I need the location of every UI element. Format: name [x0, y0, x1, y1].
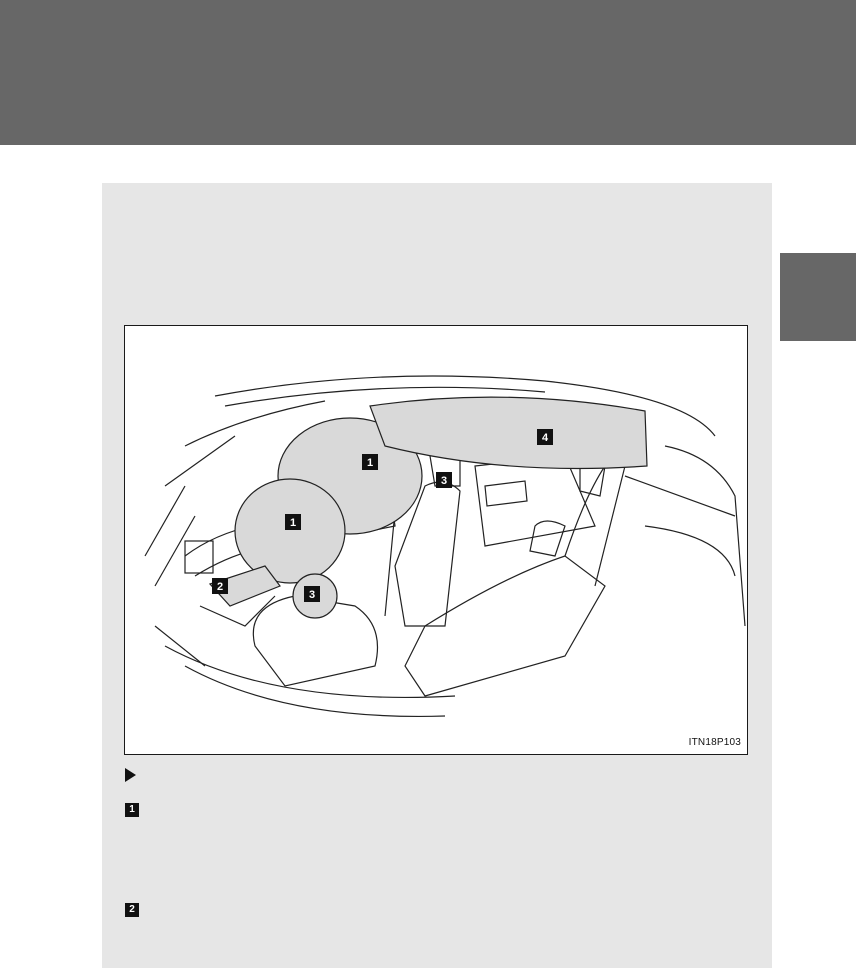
- svg-text:2: 2: [216, 581, 224, 593]
- svg-text:4: 4: [541, 432, 549, 444]
- triangle-bullet-icon: [125, 768, 136, 782]
- figure-code: ITN18P103: [688, 737, 741, 748]
- list-number-2: 2: [125, 903, 139, 917]
- chapter-tab: [780, 253, 856, 341]
- front-airbag-lower: [235, 479, 345, 583]
- svg-text:1: 1: [289, 517, 297, 529]
- svg-text:1: 1: [366, 457, 374, 469]
- airbag-illustration: [124, 325, 748, 755]
- header-band: [0, 0, 856, 145]
- svg-text:3: 3: [308, 589, 316, 601]
- svg-text:3: 3: [440, 475, 448, 487]
- list-number-1: 1: [125, 803, 139, 817]
- car-interior-drawing: [125, 326, 747, 754]
